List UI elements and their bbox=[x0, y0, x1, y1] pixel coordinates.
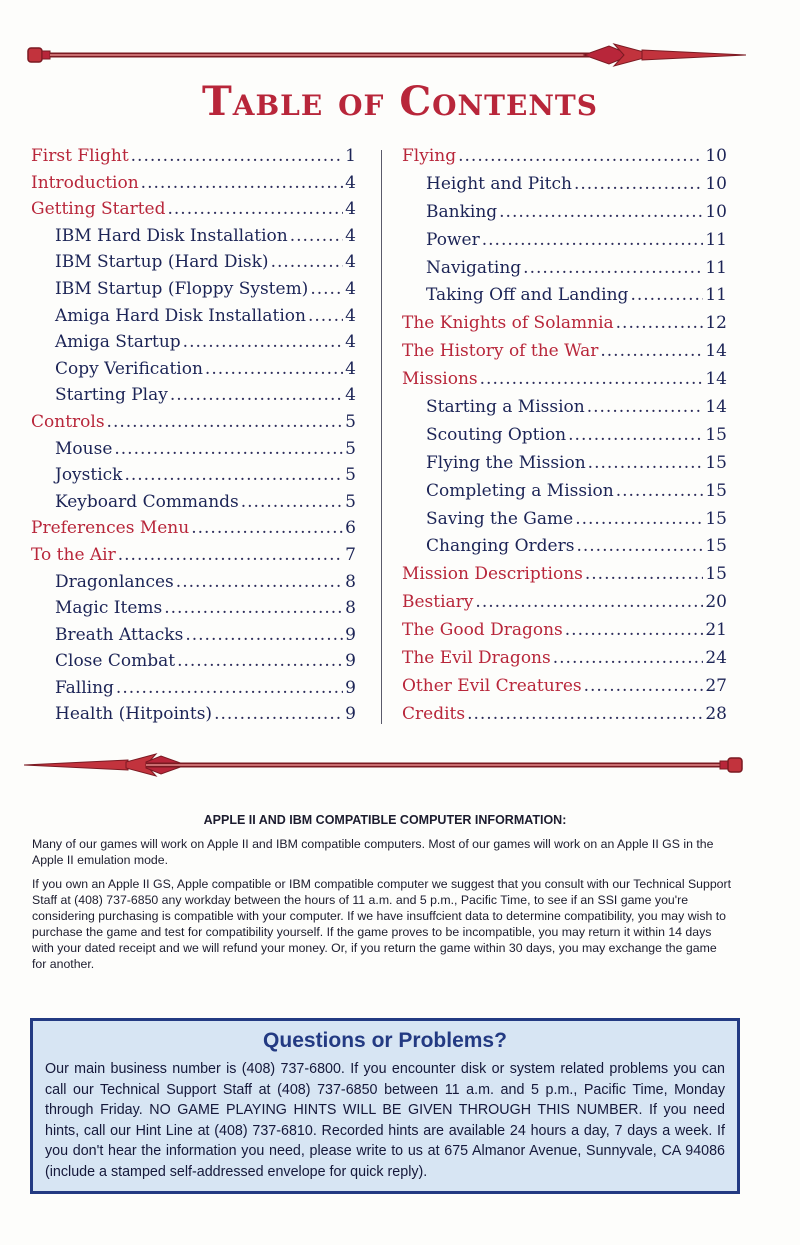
toc-leader-dots bbox=[114, 439, 343, 459]
toc-leader-dots bbox=[131, 146, 344, 166]
toc-entry-label: Starting a Mission bbox=[426, 397, 585, 418]
toc-leader-dots bbox=[308, 306, 343, 326]
toc-entry bbox=[402, 285, 727, 313]
toc-entry-page: 4 bbox=[345, 172, 356, 193]
toc-entry bbox=[402, 481, 727, 509]
toc-entry-label: The Good Dragons bbox=[402, 620, 563, 641]
toc-entry bbox=[402, 146, 727, 174]
toc-entry-label: Flying bbox=[402, 146, 457, 166]
toc-leader-dots bbox=[290, 226, 343, 246]
toc-entry-label: IBM Hard Disk Installation bbox=[55, 225, 288, 246]
toc-leader-dots bbox=[585, 564, 703, 584]
toc-entry-page: 4 bbox=[345, 305, 356, 326]
toc-entry bbox=[31, 252, 356, 279]
toc-entry bbox=[31, 279, 356, 306]
toc-entry-page: 9 bbox=[345, 624, 356, 645]
toc-left-column bbox=[31, 146, 356, 731]
toc-leader-dots bbox=[600, 341, 703, 361]
toc-entry-page: 10 bbox=[705, 201, 727, 222]
toc-leader-dots bbox=[616, 481, 704, 501]
toc-entry bbox=[31, 545, 356, 572]
toc-entry-page: 7 bbox=[345, 544, 356, 565]
toc-entry-page: 15 bbox=[705, 480, 727, 501]
toc-leader-dots bbox=[523, 258, 703, 278]
toc-leader-dots bbox=[271, 252, 344, 272]
toc-entry-label: Introduction bbox=[31, 172, 139, 193]
toc-leader-dots bbox=[191, 518, 343, 538]
toc-entry bbox=[31, 625, 356, 652]
toc-entry-label: Amiga Startup bbox=[55, 332, 181, 353]
toc-entry bbox=[402, 313, 727, 341]
toc-entry bbox=[402, 648, 727, 676]
toc-entry bbox=[31, 465, 356, 492]
toc-leader-dots bbox=[458, 146, 703, 166]
toc-leader-dots bbox=[107, 412, 344, 432]
toc-entry-page: 9 bbox=[345, 677, 356, 698]
toc-leader-dots bbox=[588, 453, 704, 473]
toc-leader-dots bbox=[482, 230, 704, 250]
toc-entry bbox=[402, 230, 727, 258]
toc-entry-label: Preferences Menu bbox=[31, 518, 190, 539]
toc-entry-page: 5 bbox=[345, 411, 356, 432]
toc-leader-dots bbox=[170, 385, 343, 405]
toc-entry-page: 24 bbox=[705, 648, 727, 669]
toc-entry-label: Changing Orders bbox=[426, 536, 575, 557]
toc-entry bbox=[31, 173, 356, 200]
toc-entry-page: 4 bbox=[345, 332, 356, 353]
toc-leader-dots bbox=[587, 397, 704, 417]
toc-entry bbox=[31, 678, 356, 705]
toc-entry-label: Completing a Mission bbox=[426, 480, 614, 501]
toc-entry bbox=[402, 453, 727, 481]
toc-entry-label: The Evil Dragons bbox=[402, 648, 551, 669]
toc-entry-label: Getting Started bbox=[31, 199, 166, 220]
toc-entry bbox=[402, 258, 727, 286]
column-divider bbox=[381, 150, 382, 724]
toc-leader-dots bbox=[116, 678, 343, 698]
toc-entry-page: 4 bbox=[345, 278, 356, 299]
toc-leader-dots bbox=[630, 285, 703, 305]
toc-entry-label: Navigating bbox=[426, 257, 522, 278]
toc-entry bbox=[31, 199, 356, 226]
toc-entry-label: Mouse bbox=[55, 438, 113, 459]
toc-leader-dots bbox=[164, 598, 343, 618]
toc-entry-page: 10 bbox=[705, 173, 727, 194]
toc-leader-dots bbox=[118, 545, 343, 565]
toc-entry bbox=[402, 676, 727, 704]
toc-entry-page: 27 bbox=[705, 675, 727, 696]
toc-entry-page: 14 bbox=[705, 397, 727, 418]
toc-entry-label: The History of the War bbox=[402, 341, 599, 362]
toc-entry-page: 5 bbox=[345, 491, 356, 512]
toc-entry-label: The Knights of Solamnia bbox=[402, 313, 614, 334]
toc-entry-page: 20 bbox=[705, 592, 727, 613]
toc-entry-page: 15 bbox=[705, 508, 727, 529]
toc-entry bbox=[402, 341, 727, 369]
toc-entry-label: Scouting Option bbox=[426, 424, 567, 445]
toc-entry-label: Taking Off and Landing bbox=[426, 285, 629, 306]
toc-entry-label: Height and Pitch bbox=[426, 173, 572, 194]
toc-entry bbox=[31, 385, 356, 412]
toc-entry-label: Power bbox=[426, 229, 480, 250]
toc-leader-dots bbox=[168, 199, 344, 219]
toc-entry-page: 4 bbox=[345, 199, 356, 220]
toc-entry-page: 5 bbox=[345, 465, 356, 486]
toc-leader-dots bbox=[574, 174, 703, 194]
toc-leader-dots bbox=[141, 173, 344, 193]
toc-entry bbox=[402, 202, 727, 230]
toc-leader-dots bbox=[576, 536, 703, 556]
toc-entry-page: 4 bbox=[345, 358, 356, 379]
toc-entry-page: 11 bbox=[705, 285, 727, 306]
toc-entry bbox=[402, 620, 727, 648]
toc-entry-label: Magic Items bbox=[55, 598, 163, 619]
toc-entry-page: 28 bbox=[705, 703, 727, 724]
toc-leader-dots bbox=[553, 648, 704, 668]
toc-entry bbox=[402, 397, 727, 425]
toc-entry bbox=[31, 492, 356, 519]
questions-body: Our main business number is (408) 737-6800. If you encounter disk or system related problems you can call our Technical Support Staff at (408) 737-6850 between 11 a.m. and 5 p.m., Pacific Time, Monday through Friday. NO GAME PLAYING HINTS WILL BE GIVEN THROUGH THIS NUMBER. If you need hints, call our Hint Line at (408) 737-6810. Recorded hints are available 24 hours a day, 7 days a week. If you don't hear the information you need, please write to us at 675 Almanor Avenue, Sunnyvale, CA 94086 (include a stamped self-addressed envelope for quick reply). bbox=[45, 1061, 725, 1180]
toc-entry-label: Copy Verification bbox=[55, 358, 203, 379]
toc-entry-label: Saving the Game bbox=[426, 508, 574, 529]
toc-leader-dots bbox=[177, 651, 343, 671]
toc-entry-page: 12 bbox=[705, 313, 727, 334]
page-title: Table of Contents bbox=[202, 78, 598, 125]
toc-leader-dots bbox=[467, 704, 703, 724]
toc-entry-label: Other Evil Creatures bbox=[402, 675, 582, 696]
toc-entry-label: IBM Startup (Floppy System) bbox=[55, 278, 309, 299]
dragonlance-ornament-bottom bbox=[24, 750, 746, 780]
toc-entry-page: 14 bbox=[705, 341, 727, 362]
toc-entry-page: 1 bbox=[345, 146, 356, 166]
toc-entry-label: Joystick bbox=[55, 465, 123, 486]
toc-entry bbox=[31, 359, 356, 386]
toc-leader-dots bbox=[575, 509, 703, 529]
toc-entry bbox=[31, 572, 356, 599]
toc-entry-label: Amiga Hard Disk Installation bbox=[55, 305, 306, 326]
toc-entry-label: Credits bbox=[402, 703, 466, 724]
toc-entry bbox=[31, 518, 356, 545]
toc-entry-label: Falling bbox=[55, 677, 114, 698]
toc-entry bbox=[402, 425, 727, 453]
toc-leader-dots bbox=[214, 704, 343, 724]
toc-entry-page: 11 bbox=[705, 229, 727, 250]
toc-entry-page: 6 bbox=[345, 518, 356, 539]
toc-entry-page: 11 bbox=[705, 257, 727, 278]
toc-entry-page: 21 bbox=[705, 620, 727, 641]
toc-leader-dots bbox=[124, 465, 343, 485]
toc-leader-dots bbox=[185, 625, 343, 645]
toc-leader-dots bbox=[183, 332, 344, 352]
toc-entry-label: Dragonlances bbox=[55, 571, 174, 592]
toc-leader-dots bbox=[616, 313, 704, 333]
toc-entry bbox=[402, 174, 727, 202]
toc-entry bbox=[402, 509, 727, 537]
toc-entry-label: First Flight bbox=[31, 146, 129, 166]
toc-leader-dots bbox=[475, 592, 703, 612]
toc-entry-page: 8 bbox=[345, 571, 356, 592]
toc-entry bbox=[31, 651, 356, 678]
compat-paragraph-2: If you own an Apple II GS, Apple compatible or IBM compatible computer we suggest that you consult with our Technical Support Staff at (408) 737-6850 any workday between the hours of 11 a.m. and 5 p.m., Pacific Time, to see if an SSI game you're considering purchasing is compatible with your computer. If we have insuffcient data to determine compatibility, you may wish to purchase the game and test for compatibility yourself. If the game proves to be incompatible, you may return it within 14 days with your dated receipt and we will refund your money. Or, if you return the game within 30 days, you may exchange the game for another. bbox=[32, 877, 732, 971]
toc-entry bbox=[31, 439, 356, 466]
toc-entry-page: 15 bbox=[705, 452, 727, 473]
toc-entry-page: 5 bbox=[345, 438, 356, 459]
toc-entry bbox=[402, 704, 727, 732]
toc-entry-label: Breath Attacks bbox=[55, 624, 184, 645]
toc-leader-dots bbox=[565, 620, 704, 640]
toc-entry-label: Controls bbox=[31, 411, 105, 432]
toc-entry-page: 4 bbox=[345, 225, 356, 246]
toc-entry-page: 15 bbox=[705, 564, 727, 585]
toc-leader-dots bbox=[310, 279, 343, 299]
toc-leader-dots bbox=[584, 676, 704, 696]
toc-right-column bbox=[402, 146, 727, 732]
toc-entry-label: Mission Descriptions bbox=[402, 564, 583, 585]
toc-entry-page: 15 bbox=[705, 536, 727, 557]
toc-entry bbox=[402, 592, 727, 620]
toc-entry bbox=[31, 306, 356, 333]
toc-entry bbox=[31, 704, 356, 731]
toc-entry bbox=[31, 598, 356, 625]
toc-entry-label: Missions bbox=[402, 369, 478, 390]
toc-entry bbox=[31, 146, 356, 173]
toc-entry-label: Health (Hitpoints) bbox=[55, 704, 213, 725]
toc-entry bbox=[31, 412, 356, 439]
toc-entry-page: 4 bbox=[345, 385, 356, 406]
toc-entry-label: Close Combat bbox=[55, 651, 176, 672]
toc-entry-label: Banking bbox=[426, 201, 498, 222]
toc-entry-page: 15 bbox=[705, 424, 727, 445]
toc-entry-page: 10 bbox=[705, 146, 727, 166]
toc-entry bbox=[402, 369, 727, 397]
toc-entry bbox=[402, 564, 727, 592]
toc-entry bbox=[31, 332, 356, 359]
compat-heading: APPLE II AND IBM COMPATIBLE COMPUTER INFORMATION: bbox=[203, 813, 567, 827]
toc-entry bbox=[402, 536, 727, 564]
toc-leader-dots bbox=[241, 492, 343, 512]
toc-leader-dots bbox=[176, 572, 343, 592]
toc-entry-page: 14 bbox=[705, 369, 727, 390]
toc-entry-label: Bestiary bbox=[402, 592, 474, 613]
toc-entry bbox=[31, 226, 356, 253]
questions-box bbox=[30, 1018, 740, 1194]
toc-entry-page: 8 bbox=[345, 598, 356, 619]
toc-entry-page: 9 bbox=[345, 704, 356, 725]
toc-leader-dots bbox=[480, 369, 704, 389]
toc-entry-page: 9 bbox=[345, 651, 356, 672]
questions-heading: Questions or Problems? bbox=[263, 1029, 507, 1052]
toc-entry-page: 4 bbox=[345, 252, 356, 273]
toc-leader-dots bbox=[568, 425, 703, 445]
toc-leader-dots bbox=[205, 359, 343, 379]
toc-entry-label: To the Air bbox=[31, 544, 116, 565]
toc-entry-label: Keyboard Commands bbox=[55, 491, 239, 512]
toc-entry-label: IBM Startup (Hard Disk) bbox=[55, 252, 269, 273]
compat-paragraph-1: Many of our games will work on Apple II and IBM compatible computers. Most of our games will work on an Apple II GS in the Apple II emulation mode. bbox=[32, 837, 714, 867]
toc-entry-label: Starting Play bbox=[55, 385, 168, 406]
dragonlance-ornament-top bbox=[24, 40, 746, 70]
toc-leader-dots bbox=[499, 202, 703, 222]
toc-entry-label: Flying the Mission bbox=[426, 452, 586, 473]
